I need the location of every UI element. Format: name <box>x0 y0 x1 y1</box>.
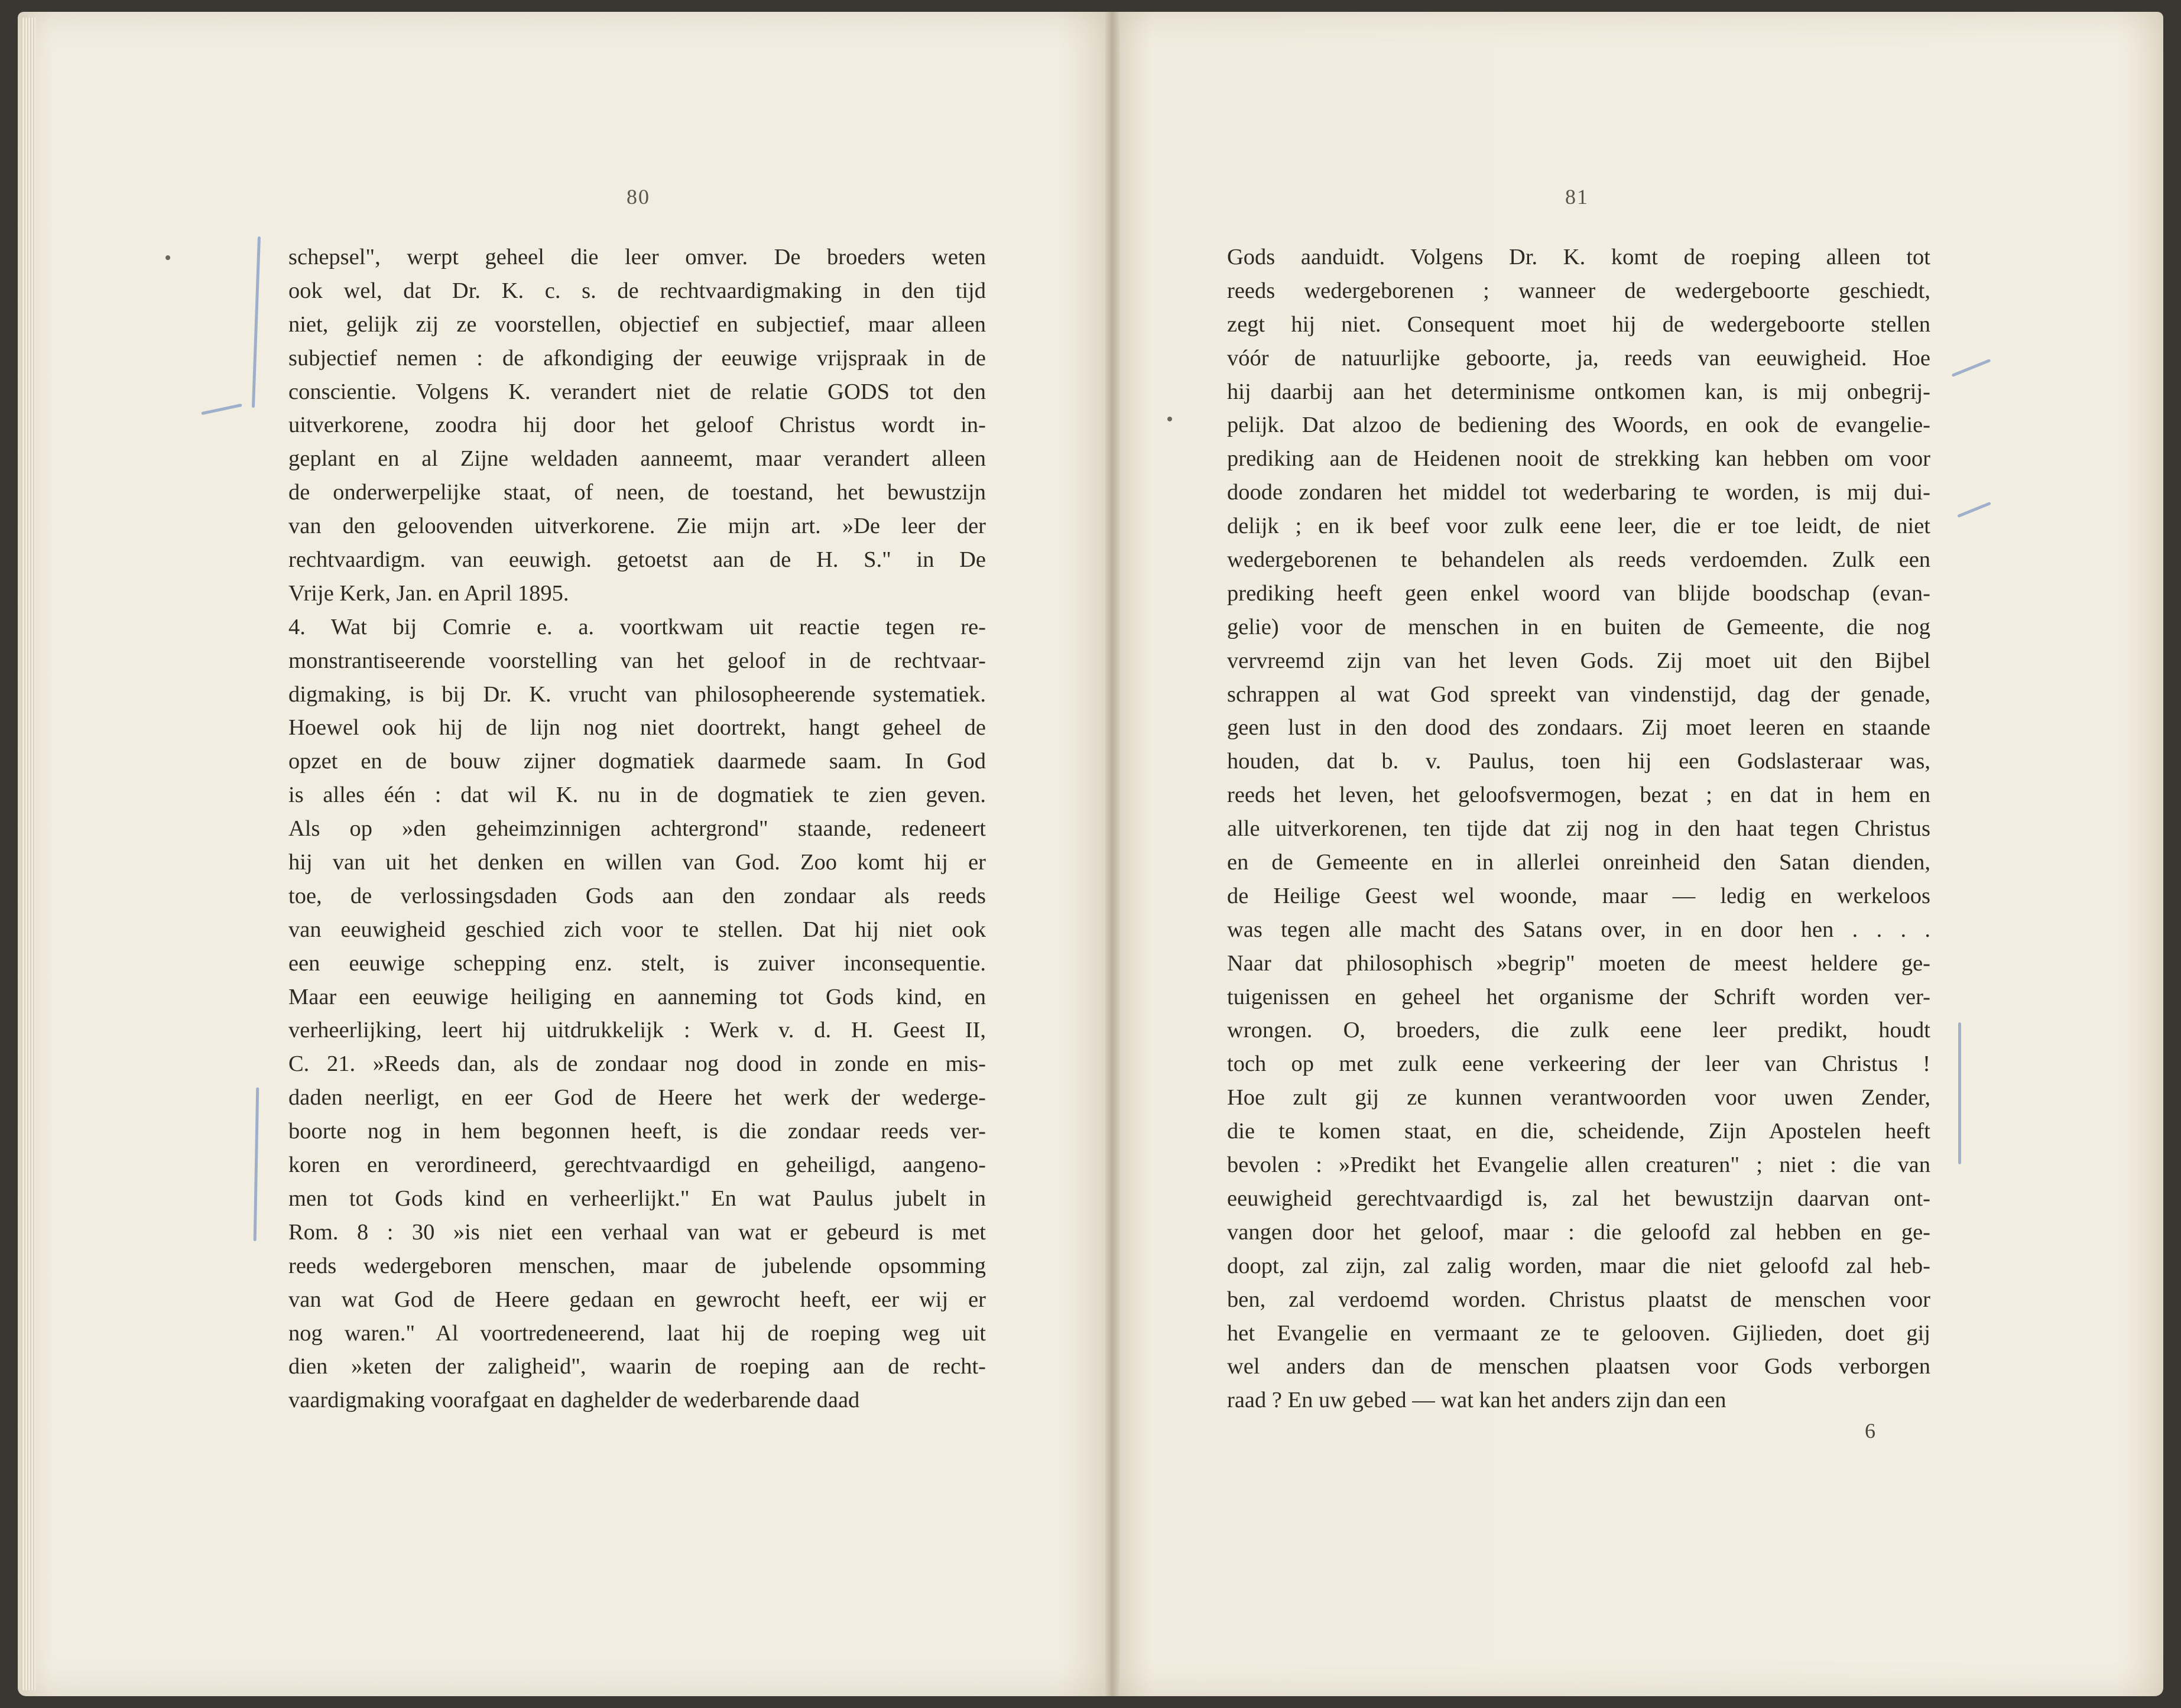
text-line: subjectief nemen : de afkondiging der eeuwige vrijspraak in de <box>288 345 986 371</box>
text-line: houden, dat b. v. Paulus, toen hij een Godslasteraar was, <box>1227 749 1930 774</box>
text-line: het Evangelie en vermaant ze te gelooven. Gijlieden, doet gij <box>1227 1320 1930 1346</box>
text-line: een eeuwige schepping enz. stelt, is zuiver inconsequentie. <box>288 950 986 976</box>
text-line: die te komen staat, en die, scheidende, Zijn Apostelen heeft <box>1227 1119 1930 1144</box>
page-edges <box>21 18 35 1690</box>
text-line: bevolen : »Predikt het Evangelie allen creaturen" ; niet : die van <box>1227 1152 1930 1178</box>
text-line: Hoe zult gij ze kunnen verantwoorden voor uwen Zender, <box>1227 1085 1930 1110</box>
text-line: rechtvaardigm. van eeuwigh. getoetst aan de H. S." in De <box>288 547 986 573</box>
text-line: daden neerligt, en eer God de Heere het werk der wederge- <box>288 1085 986 1110</box>
text-line: monstrantiseerende voorstelling van het geloof in de rechtvaar- <box>288 648 986 673</box>
text-line: opzet en de bouw zijner dogmatiek daarmede saam. In God <box>288 749 986 774</box>
text-line: geen lust in den dood des zondaars. Zij moet leeren en staande <box>1227 715 1930 741</box>
text-line: delijk ; en ik beef voor zulk eene leer, die er toe leidt, de niet <box>1227 514 1930 539</box>
signature-mark: 6 <box>1865 1419 1875 1443</box>
text-line: hij van uit het denken en willen van God. Zoo komt hij er <box>288 850 986 875</box>
text-line: C. 21. »Reeds dan, als de zondaar nog dood in zonde en mis- <box>288 1051 986 1077</box>
text-line: vangen door het geloof, maar : die geloofd zal hebben en ge- <box>1227 1219 1930 1245</box>
text-line: conscientie. Volgens K. verandert niet de relatie GODS tot den <box>288 379 986 404</box>
text-line: zegt hij niet. Consequent moet hij de wedergeboorte stellen <box>1227 311 1930 337</box>
text-line: ben, zal verdoemd worden. Christus plaatst de menschen voor <box>1227 1287 1930 1312</box>
text-line: Maar een eeuwige heiliging en aanneming tot Gods kind, en <box>288 984 986 1009</box>
text-line: was tegen alle macht des Satans over, in en door hen . . . . <box>1227 917 1930 942</box>
text-line: gelie) voor de menschen in en buiten de Gemeente, die nog <box>1227 614 1930 639</box>
text-line: uitverkorene, zoodra hij door het geloof Christus wordt in- <box>288 413 986 438</box>
text-line: hij daarbij aan het determinisme ontkomen kan, is mij onbegrij- <box>1227 379 1930 404</box>
text-line: is alles één : dat wil K. nu in de dogmatiek te zien geven. <box>288 782 986 808</box>
book-gutter <box>1105 12 1119 1696</box>
text-line: pelijk. Dat alzoo de bediening des Woords, en ook de evangelie- <box>1227 413 1930 438</box>
text-line: wel anders dan de menschen plaatsen voor Gods verborgen <box>1227 1354 1930 1379</box>
text-line: Naar dat philosophisch »begrip" moeten de meest heldere ge- <box>1227 950 1930 976</box>
text-line: koren en verordineerd, gerechtvaardigd en geheiligd, aangeno- <box>288 1152 986 1178</box>
text-line: raad ? En uw gebed — wat kan het anders zijn dan een <box>1227 1388 1726 1413</box>
right-page-text <box>1227 241 1930 1417</box>
text-line: de Heilige Geest wel woonde, maar — ledig en werkeloos <box>1227 883 1930 908</box>
text-line: prediking heeft geen enkel woord van blijde boodschap (evan- <box>1227 580 1930 606</box>
text-line: Als op »den geheimzinnigen achtergrond" staande, redeneert <box>288 816 986 842</box>
text-line: van wat God de Heere gedaan en gewrocht heeft, eer wij er <box>288 1287 986 1312</box>
text-line: Hoewel ook hij de lijn nog niet doortrekt, hangt geheel de <box>288 715 986 741</box>
text-line: men tot Gods kind en verheerlijkt." En wat Paulus jubelt in <box>288 1186 986 1211</box>
text-line: reeds het leven, het geloofsvermogen, bezat ; en dat in hem en <box>1227 782 1930 808</box>
text-line: reeds wedergeboren menschen, maar de jubelende opsomming <box>288 1253 986 1278</box>
pencil-mark-right <box>1958 1022 1961 1164</box>
text-line: digmaking, is bij Dr. K. vrucht van philosopheerende systematiek. <box>288 681 986 707</box>
text-line: de onderwerpelijke staat, of neen, de toestand, het bewustzijn <box>288 480 986 505</box>
text-line: nog waren." Al voortredeneerend, laat hij de roeping weg uit <box>288 1320 986 1346</box>
left-page-text <box>288 241 986 1417</box>
text-line: reeds wedergeborenen ; wanneer de wedergeboorte geschiedt, <box>1227 278 1930 303</box>
text-line: vóór de natuurlijke geboorte, ja, reeds van eeuwigheid. Hoe <box>1227 345 1930 371</box>
text-line: doode zondaren het middel tot wederbaring te worden, is mij dui- <box>1227 480 1930 505</box>
text-line: van eeuwigheid geschied zich voor te stellen. Dat hij niet ook <box>288 917 986 942</box>
text-line: eeuwigheid gerechtvaardigd is, zal het bewustzijn daarvan ont- <box>1227 1186 1930 1211</box>
text-line: wedergeborenen te behandelen als reeds verdoemden. Zulk een <box>1227 547 1930 573</box>
text-line: geplant en al Zijne weldaden aanneemt, maar verandert alleen <box>288 446 986 472</box>
text-line: Rom. 8 : 30 »is niet een verhaal van wat er gebeurd is met <box>288 1219 986 1245</box>
text-line: vaardigmaking voorafgaat en daghelder de wederbarende daad <box>288 1388 860 1413</box>
text-line: alle uitverkorenen, ten tijde dat zij nog in den haat tegen Christus <box>1227 816 1930 842</box>
text-line: dien »keten der zaligheid", waarin de roeping aan de recht- <box>288 1354 986 1379</box>
text-line: verheerlijking, leert hij uitdrukkelijk : Werk v. d. H. Geest II, <box>288 1018 986 1043</box>
text-line: schepsel", werpt geheel die leer omver. De broeders weten <box>288 245 986 269</box>
text-line: Vrije Kerk, Jan. en April 1895. <box>288 580 569 606</box>
text-line: toe, de verlossingsdaden Gods aan den zondaar als reeds <box>288 883 986 908</box>
text-line: 4. Wat bij Comrie e. a. voortkwam uit reactie tegen re- <box>288 614 986 639</box>
text-line: boorte nog in hem begonnen heeft, is die zondaar reeds ver- <box>288 1119 986 1144</box>
ink-dot <box>165 255 170 260</box>
ink-dot <box>1167 417 1172 421</box>
text-line: schrappen al wat God spreekt van vindenstijd, dag der genade, <box>1227 681 1930 707</box>
text-line: prediking aan de Heidenen nooit de strekking kan hebben om voor <box>1227 446 1930 472</box>
text-line: ook wel, dat Dr. K. c. s. de rechtvaardigmaking in den tijd <box>288 278 986 303</box>
text-line: niet, gelijk zij ze voorstellen, objectief en subjectief, maar alleen <box>288 311 986 337</box>
text-line: vervreemd zijn van het leven Gods. Zij moet uit den Bijbel <box>1227 648 1930 673</box>
text-line: van den geloovenden uitverkorene. Zie mijn art. »De leer der <box>288 514 986 539</box>
text-line: Gods aanduidt. Volgens Dr. K. komt de roeping alleen tot <box>1227 245 1930 269</box>
text-line: toch op met zulk eene verkeering der leer van Christus ! <box>1227 1051 1930 1077</box>
text-line: tuigenissen en geheel het organisme der Schrift worden ver- <box>1227 984 1930 1009</box>
left-page-number: 80 <box>627 185 650 209</box>
text-line: wrongen. O, broeders, die zulk eene leer predikt, houdt <box>1227 1018 1930 1043</box>
text-line: en de Gemeente en in allerlei onreinheid den Satan dienden, <box>1227 850 1930 875</box>
text-line: doopt, zal zijn, zal zalig worden, maar die niet geloofd zal heb- <box>1227 1253 1930 1278</box>
right-page-number: 81 <box>1565 185 1589 209</box>
